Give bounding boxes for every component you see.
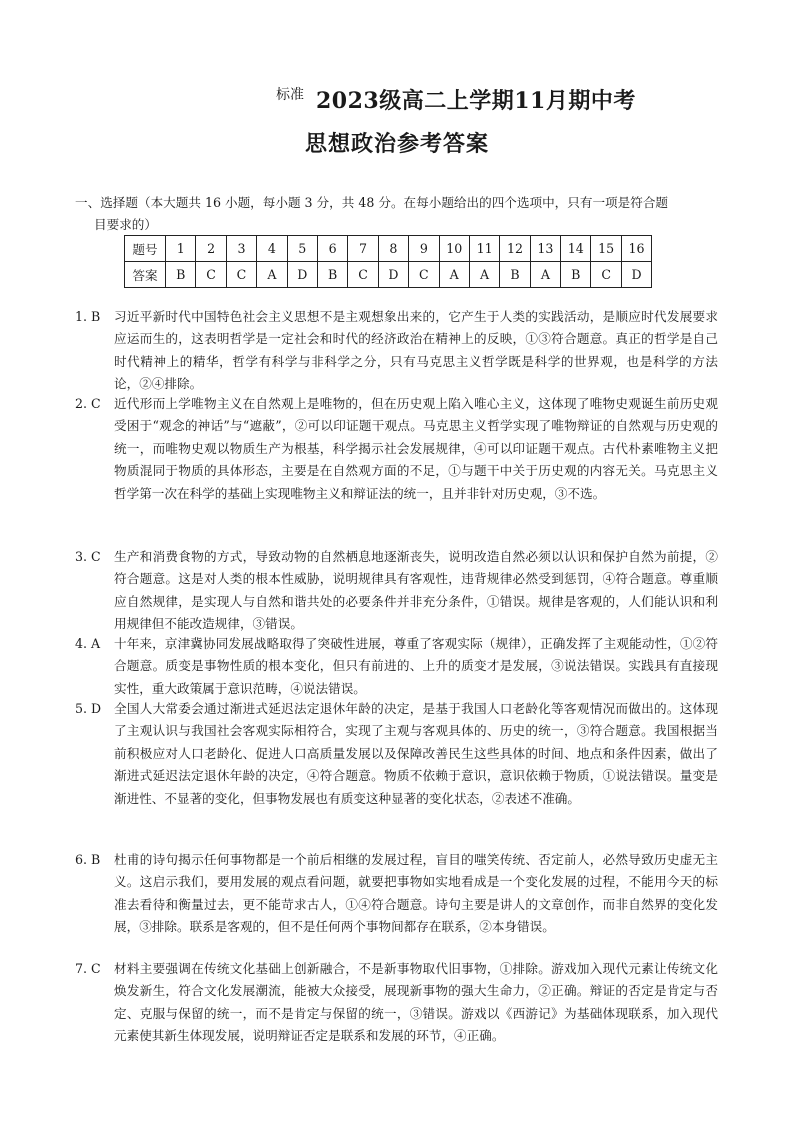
section-heading-line1: 一、选择题（本大题共 16 小题，每小题 3 分，共 48 分。在每小题给出的四个选项中，只有一项是符合题 [75,195,669,210]
table-cell-number: 14 [561,236,591,262]
table-cell-number: 15 [591,236,621,262]
table-cell-answer: A [439,262,469,288]
question-explanation: 全国人大常委会通过渐进式延迟法定退休年龄的决定，是基于我国人口老龄化等客观情况而做出的。这体现了主观认识与我国社会客观实际相符合，实现了主观与客观具体的、历史的统一，③符合题意。我国根据当前积极应对人口老龄化、促进人口高质量发展以及保障改善民生这些具体的时间、地点和条件因素，做出了渐进式延迟法定退休年龄的决定，④符合题意。物质不依赖于意识，意识依赖于物质，①说法错误。量变是渐进性、不显著的变化，但事物发展也有质变这种显著的变化状态，②表述不准确。 [114,701,718,806]
table-cell-answer: B [561,262,591,288]
table-cell-answer: C [591,262,621,288]
table-cell-answer: A [257,262,287,288]
answer-table-number-row [125,236,652,262]
page-subtitle: 思想政治参考答案 [304,131,489,157]
question-number: 1. B [75,309,101,324]
question-number: 2. C [75,396,101,411]
question-number: 3. C [75,549,101,564]
question-6 [75,849,718,939]
answer-table [124,235,652,288]
table-cell-number: 4 [257,236,287,262]
table-cell-number: 9 [409,236,439,262]
question-3 [75,546,718,636]
question-number: 4. A [75,636,101,651]
question-explanation: 材料主要强调在传统文化基础上创新融合，不是新事物取代旧事物，①排除。游戏加入现代元素让传统文化焕发新生，符合文化发展潮流，能被大众接受，展现新事物的强大生命力，②正确。辩证的否定是肯定与否定、克服与保留的统一，而不是肯定与保留的统一，③错误。游戏以《西游记》为基础体现联系，加入现代元素使其新生体现发展，说明辩证否定是联系和发展的环节，④正确。 [114,961,718,1044]
table-cell-number: 10 [439,236,469,262]
exam-title: 2023级高二上学期11月期中考 [316,88,636,114]
question-explanation: 十年来，京津冀协同发展战略取得了突破性进展，尊重了客观实际（规律），正确发挥了主观能动性，①②符合题意。质变是事物性质的根本变化，但只有前进的、上升的质变才是发展，③说法错误。实践具有直接现实性，重大政策属于意识范畴，④说法错误。 [114,636,718,696]
question-5 [75,698,718,810]
table-cell-answer: C [348,262,378,288]
question-2 [75,393,718,505]
row-label-number: 题号 [125,236,166,262]
question-number: 6. B [75,852,101,867]
table-cell-answer: D [287,262,317,288]
section-heading [75,192,735,236]
table-cell-answer: D [621,262,651,288]
row-label-answer: 答案 [125,262,166,288]
table-cell-answer: C [196,262,226,288]
section-heading-line2: 目要求的） [94,217,157,232]
table-cell-answer: B [500,262,530,288]
table-cell-number: 8 [378,236,408,262]
table-cell-answer: C [409,262,439,288]
answer-table-answer-row [125,262,652,288]
table-cell-answer: A [469,262,499,288]
table-cell-number: 6 [317,236,347,262]
question-explanation: 习近平新时代中国特色社会主义思想不是主观想象出来的，它产生于人类的实践活动，是顺应时代发展要求应运而生的，这表明哲学是一定社会和时代的经济政治在精神上的反映，①③符合题意。真正的哲学是自己时代精神上的精华，哲学有科学与非科学之分，只有马克思主义哲学既是科学的世界观，也是科学的方法论，②④排除。 [114,309,718,392]
question-1 [75,306,718,396]
header-tag: 标准 [276,87,304,103]
table-cell-number: 3 [226,236,256,262]
table-cell-number: 1 [166,236,196,262]
table-cell-number: 13 [530,236,560,262]
question-explanation: 近代形而上学唯物主义在自然观上是唯物的，但在历史观上陷入唯心主义，这体现了唯物史观诞生前历史观受困于“观念的神话”与“遮蔽”，②可以印证题干观点。马克思主义哲学实现了唯物辩证的自然观与历史观的统一，而唯物史观以物质生产为根基，科学揭示社会发展规律，④可以印证题干观点。古代朴素唯物主义把物质混同于物质的具体形态，主要是在自然观方面的不足，①与题干中关于历史观的内容无关。马克思主义哲学第一次在科学的基础上实现唯物主义和辩证法的统一，且并非针对历史观，③不选。 [114,396,718,501]
question-7 [75,958,718,1048]
question-number: 5. D [75,701,102,716]
question-number: 7. C [75,961,101,976]
question-explanation: 杜甫的诗句揭示任何事物都是一个前后相继的发展过程，盲目的嗤笑传统、否定前人，必然导致历史虚无主义。这启示我们，要用发展的观点看问题，就要把事物如实地看成是一个变化发展的过程，不能用今天的标准去看待和衡量过去，更不能苛求古人，①④符合题意。诗句主要是讲人的文章创作，而非自然界的变化发展，③排除。联系是客观的，但不是任何两个事物间都存在联系，②本身错误。 [114,852,718,935]
table-cell-number: 11 [469,236,499,262]
table-cell-number: 12 [500,236,530,262]
table-cell-number: 2 [196,236,226,262]
table-cell-number: 5 [287,236,317,262]
table-cell-number: 7 [348,236,378,262]
question-4 [75,633,718,700]
table-cell-number: 16 [621,236,651,262]
table-cell-answer: B [166,262,196,288]
table-cell-answer: D [378,262,408,288]
table-cell-answer: C [226,262,256,288]
table-cell-answer: A [530,262,560,288]
question-explanation: 生产和消费食物的方式，导致动物的自然栖息地逐渐丧失，说明改造自然必须以认识和保护自然为前提，②符合题意。这是对人类的根本性威胁，说明规律具有客观性，违背规律必然受到惩罚，④符合题意。尊重顺应自然规律，是实现人与自然和谐共处的必要条件并非充分条件，①错误。规律是客观的，人们能认识和利用规律但不能改造规律，③错误。 [114,549,718,632]
table-cell-answer: B [317,262,347,288]
